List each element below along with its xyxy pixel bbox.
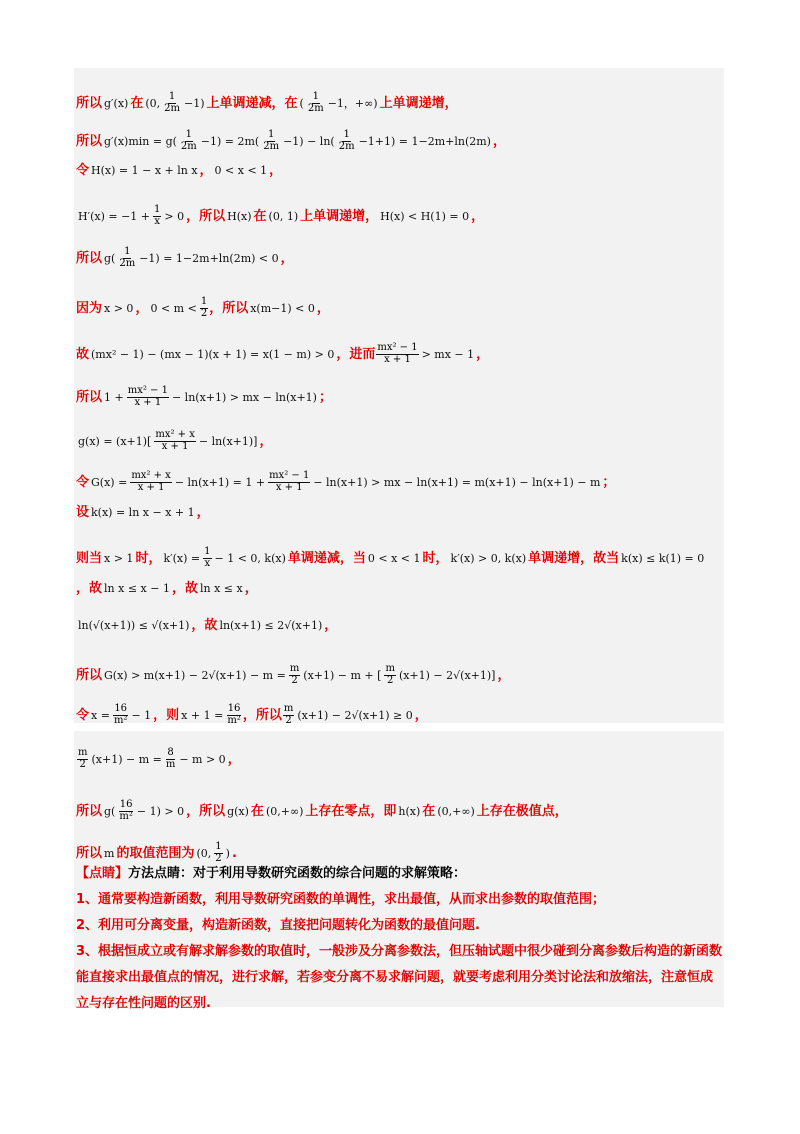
fraction-numerator: 1 bbox=[185, 129, 193, 140]
math-expression: ln x ≤ x bbox=[199, 582, 243, 595]
explanation-text: ，故 bbox=[191, 618, 218, 633]
fraction bbox=[77, 748, 88, 770]
solution-line-1 bbox=[76, 92, 458, 114]
fraction-denominator: m² bbox=[227, 714, 241, 726]
fraction-numerator: 1 bbox=[267, 129, 275, 140]
explanation-text: ，所以 bbox=[186, 803, 226, 819]
fraction-numerator: 1 bbox=[124, 246, 131, 257]
tip-title: 【点睛】 bbox=[76, 866, 129, 881]
explanation-text: 所以 bbox=[76, 803, 103, 819]
explanation-text: 所以 bbox=[76, 389, 103, 405]
explanation-text: 所以 bbox=[76, 133, 103, 149]
math-expression: g( bbox=[104, 251, 116, 265]
math-expression: − 1) > 0 bbox=[136, 804, 185, 818]
math-expression: ) bbox=[225, 846, 230, 860]
explanation-text: ， bbox=[227, 751, 241, 767]
fraction-numerator: mx² + x bbox=[155, 429, 195, 440]
fraction bbox=[289, 664, 300, 686]
explanation-text: 故 bbox=[76, 346, 90, 362]
solution-line-4 bbox=[76, 205, 484, 227]
explanation-text: ， bbox=[244, 581, 258, 596]
math-expression: k′(x) = bbox=[163, 551, 201, 565]
fraction-numerator: 1 bbox=[168, 91, 176, 102]
fraction-denominator: 2 bbox=[79, 758, 86, 770]
fraction bbox=[154, 430, 196, 452]
solution-line-18 bbox=[76, 800, 568, 822]
math-expression: g(x) bbox=[227, 804, 249, 818]
explanation-text: 设 bbox=[76, 505, 90, 520]
solution-line-8 bbox=[76, 386, 332, 408]
math-expression: (x+1) − 2√(x+1) ≥ 0 bbox=[297, 708, 413, 722]
explanation-text: ，所以 bbox=[209, 300, 249, 316]
math-expression: − 1 < 0, k(x) bbox=[214, 551, 286, 565]
math-expression: −1) − ln( bbox=[283, 134, 335, 148]
math-expression: (0, 1) bbox=[268, 209, 299, 223]
math-expression: −1+1) = 1−2m+ln(2m) bbox=[358, 134, 491, 148]
math-expression: 0 < x < 1 bbox=[367, 551, 421, 565]
explanation-text: 在 bbox=[422, 803, 436, 819]
solution-line-17 bbox=[76, 748, 241, 770]
fraction-denominator: x + 1 bbox=[161, 440, 189, 452]
math-expression: x > 1 bbox=[104, 551, 134, 565]
explanation-text: 所以 bbox=[76, 250, 103, 266]
math-expression: (x+1) − 2√(x+1)] bbox=[398, 668, 496, 682]
explanation-text: 上单调递增， bbox=[300, 208, 379, 224]
fraction bbox=[262, 130, 280, 152]
math-expression: −1) = 2m( bbox=[200, 134, 260, 148]
tip-item-3: 3、根据恒成立或有解求解参数的取值时，一般涉及分离参数法，但压轴试题中很少碰到分离参数后构造的新函数能直接求出最值点的情况，进行求解，若参变分离不易求解问题，就要考虑利用分类讨论法和放缩法，注意恒成立与存在性问题的区别. bbox=[76, 944, 723, 1011]
explanation-text: 时， bbox=[422, 550, 449, 566]
explanation-text: 令 bbox=[76, 474, 90, 490]
explanation-text: ， bbox=[196, 505, 210, 520]
math-expression: x(m−1) < 0 bbox=[250, 301, 315, 315]
explanation-text: 所以 bbox=[76, 845, 103, 861]
fraction bbox=[283, 704, 294, 726]
math-expression: − ln(x+1) = 1 + bbox=[174, 475, 266, 489]
fraction-denominator: 2m bbox=[164, 102, 181, 114]
fraction-denominator: 2m bbox=[307, 102, 324, 114]
math-expression: (x+1) − m + [ bbox=[303, 668, 382, 682]
fraction-denominator: m² bbox=[113, 714, 128, 726]
fraction-numerator: mx² − 1 bbox=[377, 342, 418, 353]
fraction bbox=[113, 704, 129, 726]
math-expression: k′(x) > 0, k(x) bbox=[450, 551, 527, 565]
explanation-text: ； bbox=[602, 474, 616, 490]
fraction bbox=[163, 92, 181, 114]
explanation-text: 上单调递减，在 bbox=[206, 95, 298, 111]
math-expression: − ln(x+1) > mx − ln(x+1) = m(x+1) − ln(x+1) − m bbox=[313, 475, 601, 489]
solution-line-9 bbox=[76, 430, 272, 452]
math-expression: (0,+∞) bbox=[437, 804, 475, 818]
fraction-denominator: 2 bbox=[200, 307, 208, 319]
explanation-text: ， bbox=[135, 300, 149, 316]
math-expression: ln x ≤ x − 1 bbox=[104, 582, 170, 595]
fraction-numerator: m bbox=[289, 663, 300, 674]
fraction bbox=[130, 471, 172, 493]
explanation-text: 单调递增，故当 bbox=[528, 550, 620, 566]
math-expression: m bbox=[104, 846, 115, 860]
fraction-denominator: x + 1 bbox=[134, 396, 162, 408]
fraction-denominator: x + 1 bbox=[275, 481, 303, 493]
fraction-numerator: 1 bbox=[343, 129, 350, 140]
explanation-text: 则当 bbox=[76, 550, 103, 566]
fraction-numerator: 16 bbox=[119, 799, 133, 810]
explanation-text: ，进而 bbox=[336, 346, 376, 362]
explanation-text: 所以 bbox=[76, 95, 103, 111]
fraction-denominator: m² bbox=[119, 810, 133, 822]
fraction-denominator: x bbox=[204, 557, 211, 569]
explanation-text: 上单调递增， bbox=[379, 95, 458, 111]
fraction-denominator: 2m bbox=[119, 257, 136, 269]
fraction bbox=[268, 471, 310, 493]
explanation-text: ，故 bbox=[171, 581, 198, 596]
explanation-text: ，所以 bbox=[242, 707, 282, 723]
fraction bbox=[384, 664, 395, 686]
fraction bbox=[118, 800, 134, 822]
explanation-text: 上存在极值点， bbox=[476, 803, 568, 819]
math-expression: − ln(x+1)] bbox=[198, 434, 258, 448]
fraction bbox=[153, 205, 161, 227]
fraction-denominator: 2 bbox=[387, 674, 394, 686]
math-expression: H(x) = 1 − x + ln x bbox=[91, 164, 198, 177]
explanation-text: 时， bbox=[135, 550, 162, 566]
fraction-numerator: mx² + x bbox=[131, 470, 171, 481]
solution-line-12 bbox=[76, 547, 706, 569]
fraction-numerator: 1 bbox=[204, 546, 211, 557]
fraction-denominator: m bbox=[165, 758, 176, 770]
tip-intro: 方法点睛：对于利用导数研究函数的综合问题的求解策略： bbox=[128, 866, 467, 881]
math-expression: H′(x) = −1 + bbox=[78, 209, 151, 223]
explanation-text: ， bbox=[269, 163, 283, 178]
fraction bbox=[226, 704, 242, 726]
math-expression: 0 < x < 1 bbox=[214, 164, 268, 177]
solution-line-5 bbox=[76, 247, 294, 269]
math-expression: − m > 0 bbox=[179, 752, 226, 766]
fraction-denominator: x bbox=[154, 215, 161, 227]
explanation-text: 在 bbox=[253, 208, 267, 224]
math-expression: H(x) bbox=[227, 209, 252, 223]
fraction-numerator: 1 bbox=[215, 841, 222, 852]
math-expression: g′(x)min = g( bbox=[104, 134, 177, 148]
explanation-text: 因为 bbox=[76, 300, 103, 316]
math-expression: k(x) = ln x − x + 1 bbox=[91, 506, 195, 519]
fraction-numerator: 16 bbox=[114, 703, 128, 714]
explanation-text: ， bbox=[414, 707, 428, 723]
explanation-text: 上存在零点，即 bbox=[305, 803, 397, 819]
explanation-text: ， bbox=[476, 346, 490, 362]
fraction-numerator: 1 bbox=[312, 91, 319, 102]
explanation-text: 的取值范围为 bbox=[116, 845, 195, 861]
fraction bbox=[376, 343, 418, 365]
math-expression: 0 < m < bbox=[150, 301, 197, 315]
explanation-text: ， bbox=[471, 208, 485, 224]
fraction-denominator: 2 bbox=[215, 852, 222, 864]
solution-line-7 bbox=[76, 343, 489, 365]
fraction-numerator: 8 bbox=[167, 747, 174, 758]
explanation-text: . bbox=[231, 845, 237, 861]
fraction bbox=[200, 297, 208, 319]
math-expression: 1 + bbox=[104, 390, 124, 404]
explanation-text: 单调递减，当 bbox=[287, 550, 366, 566]
fraction-denominator: 2 bbox=[285, 714, 292, 726]
math-expression: − ln(x+1) > mx − ln(x+1) bbox=[171, 390, 317, 404]
fraction-denominator: x + 1 bbox=[384, 353, 411, 365]
math-expression: x + 1 = bbox=[181, 708, 224, 722]
fraction bbox=[118, 247, 136, 269]
math-expression: h(x) bbox=[398, 804, 421, 818]
math-expression: G(x) > m(x+1) − 2√(x+1) − m = bbox=[104, 668, 286, 682]
math-expression: H(x) < H(1) = 0 bbox=[380, 209, 470, 223]
fraction-numerator: mx² − 1 bbox=[269, 470, 310, 481]
math-expression: −1) bbox=[184, 96, 205, 110]
solution-line-3 bbox=[76, 164, 282, 177]
fraction-denominator: 2m bbox=[338, 140, 355, 152]
fraction-numerator: m bbox=[78, 747, 88, 758]
solution-line-6 bbox=[76, 297, 330, 319]
math-expression: (0,+∞) bbox=[265, 804, 304, 818]
solution-line-15 bbox=[76, 664, 510, 686]
explanation-text: 令 bbox=[76, 163, 90, 178]
math-expression: x = bbox=[91, 708, 110, 722]
fraction-numerator: 16 bbox=[227, 703, 241, 714]
explanation-text: ， bbox=[492, 133, 506, 149]
math-expression: −1，+∞) bbox=[327, 96, 378, 110]
explanation-text: ， bbox=[324, 618, 338, 633]
fraction-numerator: 1 bbox=[154, 204, 161, 215]
fraction bbox=[203, 547, 211, 569]
solution-line-13 bbox=[76, 582, 258, 595]
solution-line-2 bbox=[76, 130, 506, 152]
math-expression: > mx − 1 bbox=[421, 347, 475, 361]
math-expression: > 0 bbox=[164, 209, 185, 223]
fraction bbox=[307, 92, 325, 114]
fraction bbox=[180, 130, 198, 152]
fraction-numerator: mx² − 1 bbox=[127, 385, 168, 396]
math-expression: (0, bbox=[145, 96, 161, 110]
math-expression: g( bbox=[104, 804, 116, 818]
math-expression: g′(x) bbox=[104, 96, 129, 110]
explanation-text: ， bbox=[259, 433, 273, 449]
tip-heading bbox=[76, 861, 724, 887]
fraction-denominator: 2 bbox=[291, 674, 298, 686]
fraction bbox=[338, 130, 356, 152]
explanation-text: ， bbox=[316, 300, 330, 316]
solution-line-16 bbox=[76, 704, 428, 726]
fraction-numerator: 1 bbox=[200, 296, 208, 307]
explanation-text: ； bbox=[318, 389, 332, 405]
math-expression: g(x) = (x+1)[ bbox=[78, 434, 152, 448]
math-expression: k(x) ≤ k(1) = 0 bbox=[621, 551, 705, 565]
math-expression: (x+1) − m = bbox=[91, 752, 162, 766]
explanation-text: 在 bbox=[250, 803, 264, 819]
math-expression: −1) = 1−2m+ln(2m) < 0 bbox=[139, 251, 279, 265]
solution-line-14 bbox=[76, 619, 337, 632]
solution-line-11 bbox=[76, 506, 210, 519]
math-expression: ( bbox=[299, 96, 304, 110]
explanation-text: ，所以 bbox=[186, 208, 226, 224]
fraction-numerator: m bbox=[283, 703, 294, 714]
math-expression: − 1 bbox=[131, 708, 152, 722]
explanation-text: ， bbox=[199, 163, 213, 178]
tip-item-1: 1、通常要构造新函数，利用导数研究函数的单调性，求出最值，从而求出参数的取值范围； bbox=[76, 892, 606, 907]
fraction-denominator: 2m bbox=[263, 140, 280, 152]
explanation-text: ，则 bbox=[153, 707, 180, 723]
fraction-denominator: 2m bbox=[180, 140, 197, 152]
explanation-text: 在 bbox=[130, 95, 144, 111]
fraction bbox=[127, 386, 169, 408]
math-expression: ln(x+1) ≤ 2√(x+1) bbox=[219, 619, 323, 632]
math-expression: (0, bbox=[196, 846, 212, 860]
math-expression: ln(√(x+1)) ≤ √(x+1) bbox=[78, 619, 190, 632]
fraction bbox=[165, 748, 176, 770]
solution-line-10 bbox=[76, 471, 615, 493]
math-expression: x > 0 bbox=[104, 301, 134, 315]
explanation-text: ， bbox=[497, 667, 511, 683]
math-expression: (mx² − 1) − (mx − 1)(x + 1) = x(1 − m) > 0 bbox=[91, 347, 335, 361]
explanation-text: 令 bbox=[76, 707, 90, 723]
tip-item-2: 2、利用可分离变量，构造新函数，直接把问题转化为函数的最值问题. bbox=[76, 918, 480, 933]
math-expression: G(x) = bbox=[91, 475, 128, 489]
fraction-numerator: m bbox=[385, 663, 395, 674]
explanation-text: ，故 bbox=[76, 581, 103, 596]
explanation-text: ， bbox=[280, 250, 294, 266]
fraction-denominator: x + 1 bbox=[137, 481, 165, 493]
explanation-text: 所以 bbox=[76, 667, 103, 683]
